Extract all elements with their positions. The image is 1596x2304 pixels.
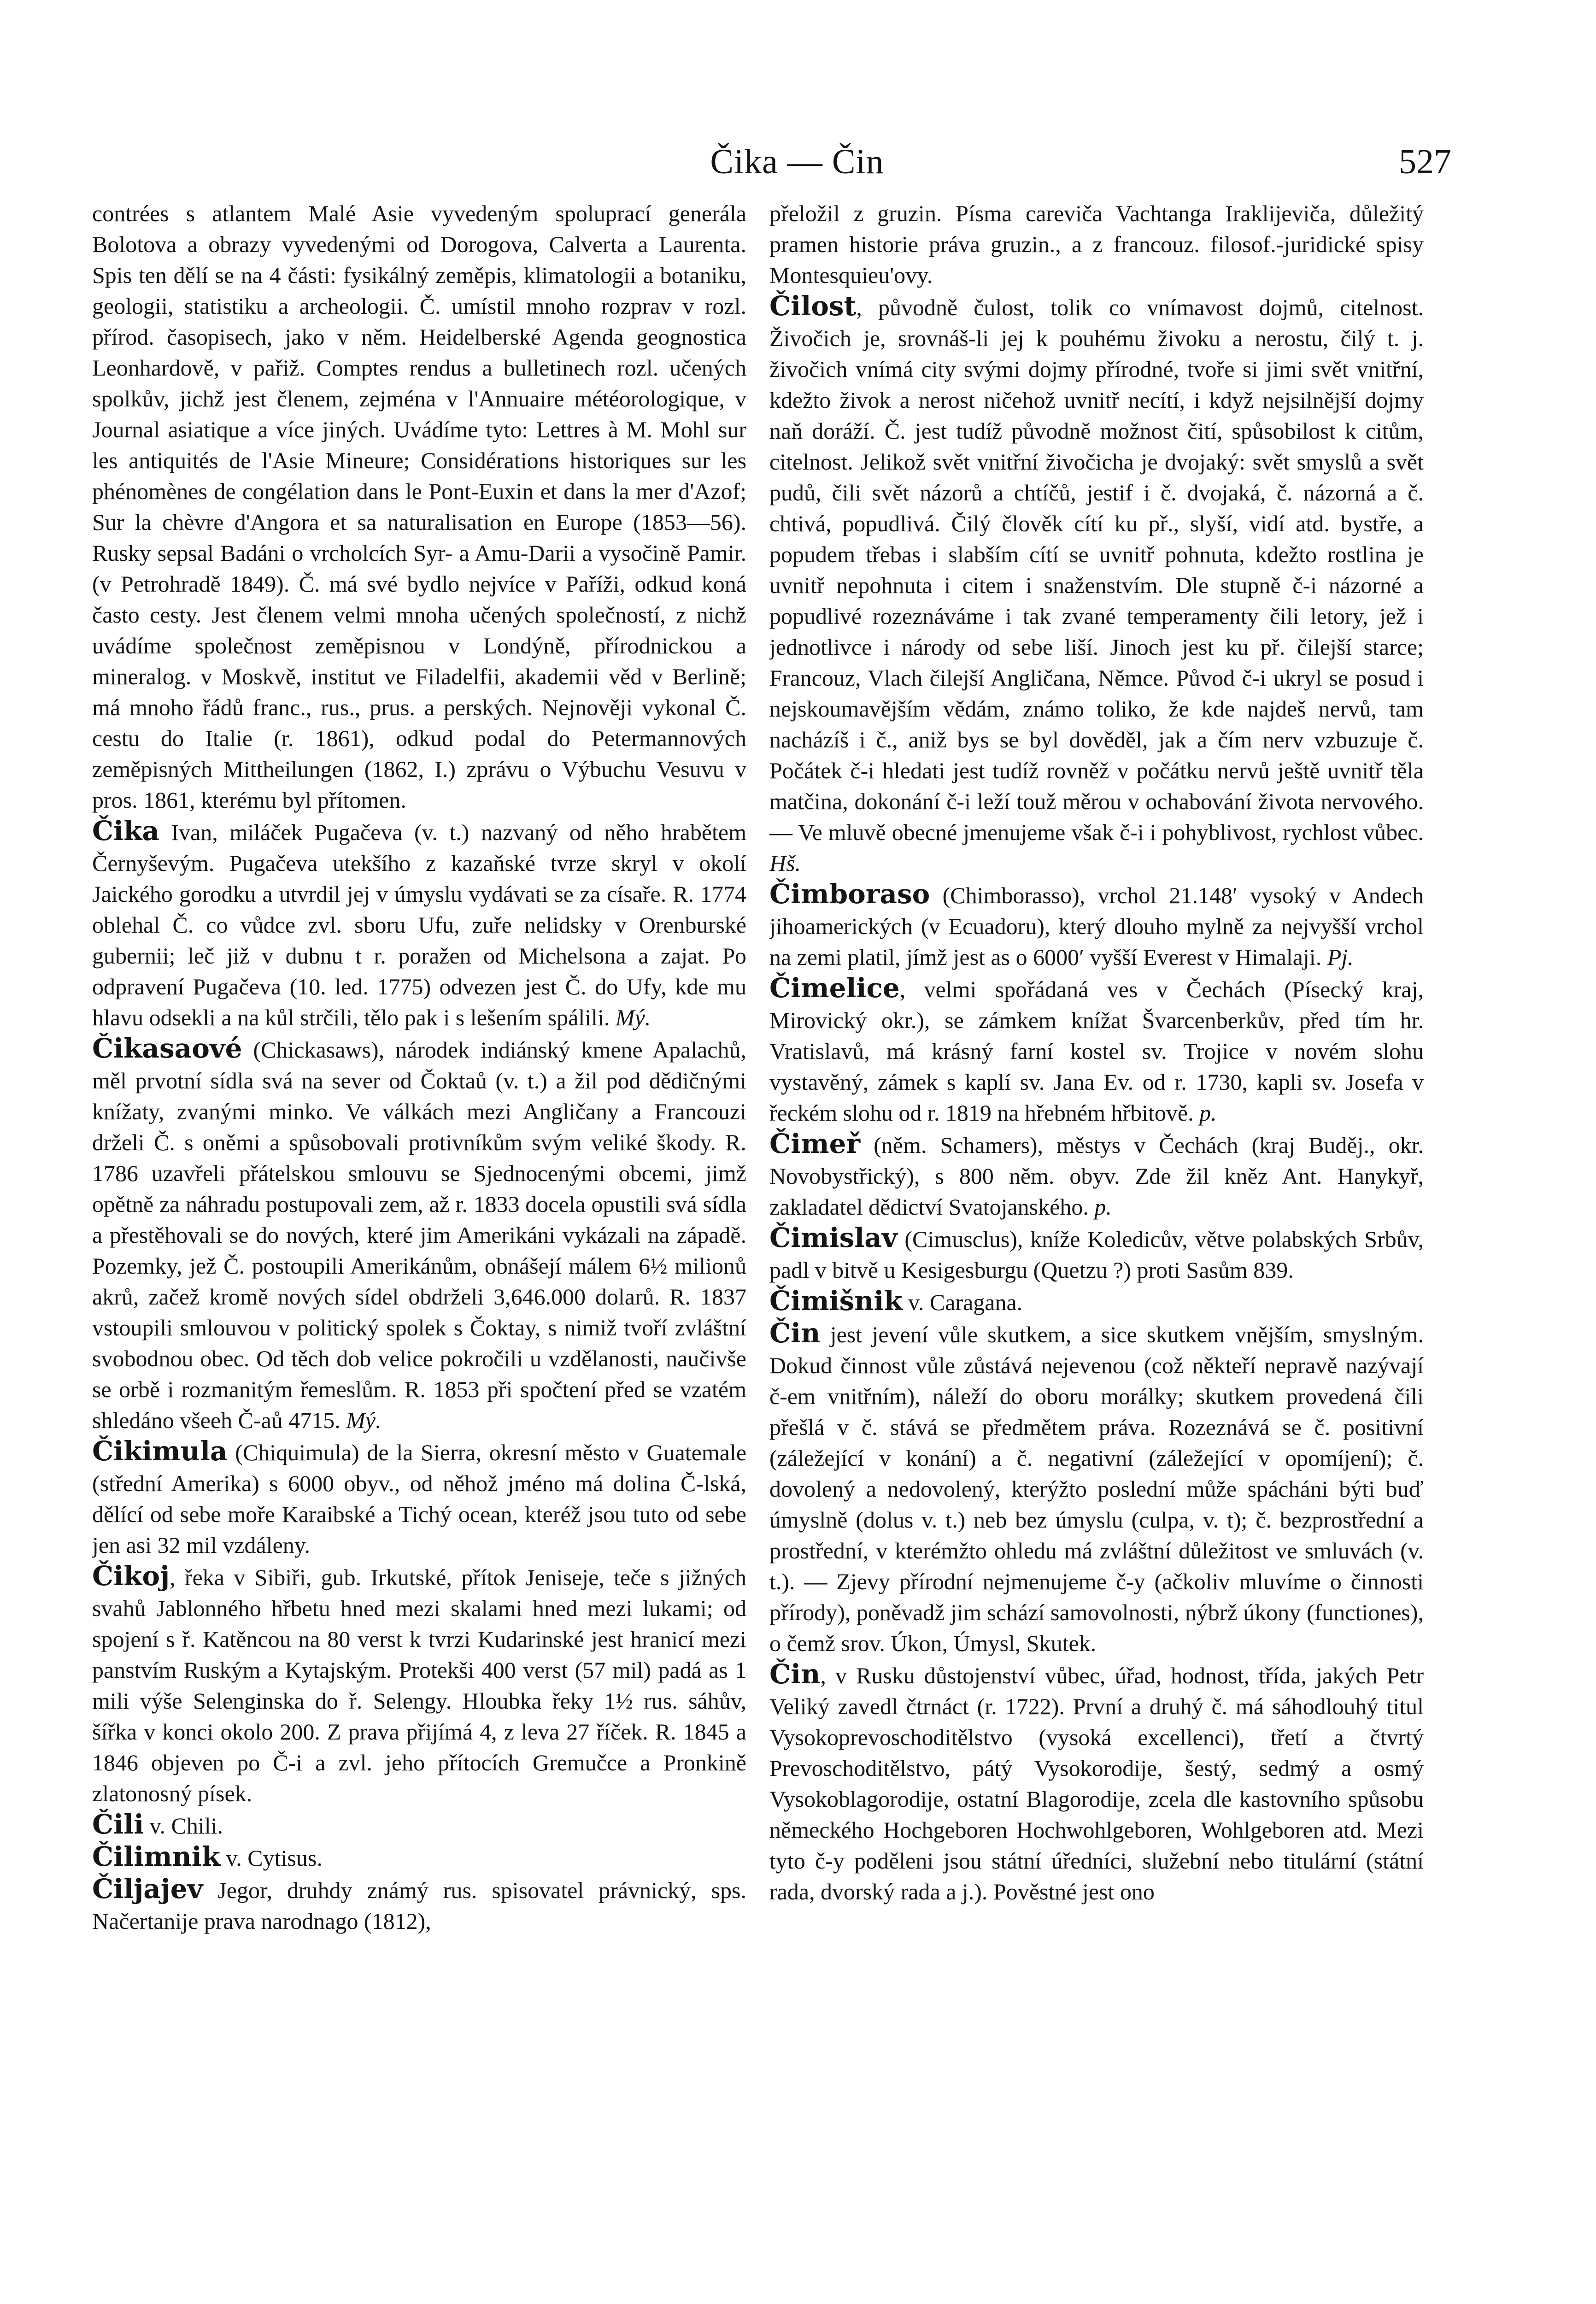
page-header — [0, 136, 1596, 187]
entry-body: přeložil z gruzin. Písma careviča Vachtanga Iraklijeviča, důležitý pramen historie práva gruzin., a z francouz. filosof.-juridické spisy Montesquieu'ovy. — [769, 200, 1424, 288]
entry-body: v. Chili. — [149, 1813, 223, 1839]
author-signature: p. — [1199, 1100, 1217, 1126]
author-signature: Mý. — [346, 1407, 381, 1433]
entry-cikimula — [92, 1436, 746, 1561]
entry-body: v. Cytisus. — [226, 1845, 323, 1871]
entry-headword: Čin — [769, 1317, 821, 1349]
right-column — [769, 198, 1424, 2304]
running-head: Čika — Čin — [710, 142, 884, 181]
entry-ciljajev — [92, 1874, 746, 1937]
entry-body: (Chiquimula) de la Sierra, okresní město v Guatemale (střední Amerika) s 6000 obyv., od něhož jméno má dolina Č-lská, dělící od sebe moře Karaibské a Tichý ocean, kteréž jsou tuto od sebe jen asi 32 mil vzdáleny. — [92, 1440, 746, 1558]
entry-body: v. Caragana. — [908, 1289, 1023, 1315]
entry-headword: Čikimula — [92, 1435, 228, 1467]
author-signature: p. — [1094, 1194, 1112, 1220]
entry-headword: Čin — [769, 1658, 821, 1690]
entry-cin-2 — [769, 1659, 1424, 1907]
entry-cilost — [769, 291, 1424, 879]
entry-body: Jegor, druhdy známý rus. spisovatel právnický, sps. Načertanije prava narodnago (1812), — [92, 1877, 746, 1934]
entry-headword: Čimeř — [769, 1128, 861, 1159]
author-signature: Pj. — [1327, 944, 1354, 970]
entry-body: , v Rusku důstojenství vůbec, úřad, hodnost, třída, jakých Petr Veliký zavedl čtrnáct (r. 1722). První a druhý č. má sáhodlouhý titul Vysokoprevoschoditělstvo (vysoká excellenci), třetí a čtvrtý Prevoschoditělstvo, pátý Vysokorodije, šestý, sedmý a osmý Vysokoblagorodije, ostatní Blagorodije, zcela dle kastovního spůsobu německého Hochgeboren Hochwohlgeboren, Wohlgeboren atd. Mezi tyto č-y poděleni jsou státní úředníci, služební nebo titulární (státní rada, dvorský rada a j.). Pověstné jest ono — [769, 1663, 1424, 1904]
entry-cimisnik — [769, 1286, 1424, 1318]
author-signature: Mý. — [615, 1005, 651, 1030]
entry-headword: Čimišnik — [769, 1285, 903, 1317]
entry-continuation — [769, 198, 1424, 291]
entry-cin-1 — [769, 1318, 1424, 1659]
entry-body: jest jevení vůle skutkem, a sice skutkem vnějším, smyslným. Dokud činnost vůle zůstává nejevenou (což někteří nepravě nazývají č-em vnitřním), náleží do oboru morálky; skutkem provedená čili přešlá v č. stává se předmětem práva. Rozeznává se č. positivní (záležející v konání) a č. negativní (záležející v opomíjení); č. dovolený a nedovolený, kterýžto poslední může spácháni býti buď úmyslně (dolus v. t.) neb bez úmyslu (culpa, v. t); č. bezprostřední a prostřední, v kterémžto ohledu má zvláštní důležitost ve smluvách (v. t.). — Zjevy přírodní nejmenujeme č-y (ačkoliv mluvíme o činnosti přírody), poněvadž jim schází samovolnosti, nýbrž úkony (functiones), o čemž srov. Úkon, Úmysl, Skutek. — [769, 1322, 1424, 1656]
entry-headword: Čimislav — [769, 1222, 898, 1253]
entry-body: (Chickasaws), národek indiánský kmene Apalachů, měl prvotní sídla svá na sever od Čoktaů (v. t.) a žil pod dědičnými knížaty, zvanými minko. Ve válkách mezi Angličany a Francouzi drželi Č. s oněmi a spůsobovali protivníkům svým veliké škody. R. 1786 uzavřeli přátelskou smlouvu se Sjednocenými obcemi, jimž opětně za náhradu postupovali zem, až r. 1833 docela opustili svá sídla a přestěhovali se do nových, které jim Amerikáni vykázali na západě. Pozemky, jež Č. postoupili Amerikánům, obnášejí málem 6½ milionů akrů, začež kromě nových sídel obdrželi 3,646.000 dolarů. R. 1837 vstoupili smlouvou v politický spolek s Čoktay, s nimiž tvoří zvláštní svobodnou obec. Od těch dob velice pokročili u vzdělanosti, naučivše se orbě i rozmanitým řemeslům. R. 1853 při spočtení před se vzatém shledáno všeeh Č-aů 4715. — [92, 1037, 746, 1433]
entry-headword: Čiljajev — [92, 1873, 203, 1904]
entry-headword: Čimboraso — [769, 878, 930, 910]
entry-cimislav — [769, 1223, 1424, 1286]
entry-cili — [92, 1809, 746, 1841]
entry-body: (Cimusclus), kníže Koledicův, větve polabských Srbův, padl v bitvě u Kesigesburgu (Quetzu ?) proti Sasům 839. — [769, 1226, 1424, 1283]
author-signature: Hš. — [769, 850, 801, 876]
entry-cika — [92, 816, 746, 1033]
entry-cikoj — [92, 1561, 746, 1809]
entry-headword: Čimelice — [769, 972, 900, 1004]
entry-body: , řeka v Sibiři, gub. Irkutské, přítok Jeniseje, teče s jižných svahů Jablonného hřbetu hned mezi skalami hned mezi lukami; od spojení s ř. Katěncou na 80 verst k tvrzi Kudarinské jest hranicí mezi panstvím Ruským a Kytajským. Protekši 400 verst (57 mil) padá as 1 mili výše Selenginska do ř. Selengy. Hloubka řeky 1½ rus. sáhův, šířka v konci okolo 200. Z prava přijímá 4, z leva 27 říček. R. 1845 a 1846 objeven po Č-i a zvl. jeho přítocích Gremučce a Pronkině zlatonosný písek. — [92, 1564, 746, 1806]
entry-cikasaove — [92, 1033, 746, 1436]
entry-cimelice — [769, 973, 1424, 1128]
entry-body: (něm. Schamers), městys v Čechách (kraj Buděj., okr. Novobystřický), s 800 něm. obyv. Zde žil kněz Ant. Hanykyř, zakladatel dědictví Svatojanského. — [769, 1132, 1424, 1220]
entry-headword: Čili — [92, 1809, 144, 1840]
entry-headword: Čilimnik — [92, 1841, 221, 1872]
entry-headword: Čikasaové — [92, 1033, 242, 1064]
entry-cilimnik — [92, 1841, 746, 1874]
left-column — [92, 198, 746, 2304]
entry-cimboraso — [769, 879, 1424, 973]
entry-headword: Čikoj — [92, 1560, 170, 1592]
entry-headword: Čilost — [769, 290, 857, 322]
entry-cimer — [769, 1128, 1424, 1223]
page-number: 527 — [1399, 142, 1451, 181]
entry-body: Ivan, miláček Pugačeva (v. t.) nazvaný od něho hrabětem Černyševým. Pugačeva utekšího z kazaňské tvrze skryl v okolí Jaického gorodku a utvrdil jej v úmyslu vydávati se za císaře. R. 1774 oblehal Č. co vůdce zvl. sboru Ufu, zuře nelidsky v Orenburské gubernii; leč již v dubnu t r. poražen od Michelsona a zajat. Po odpravení Pugačeva (10. led. 1775) odvezen jest Č. do Ufy, kde mu hlavu odsekli a na kůl strčili, tělo pak i s lešením spálili. — [92, 819, 746, 1030]
entry-body: (Chimborasso), vrchol 21.148′ vysoký v Andech jihoamerických (v Ecuadoru), který dlouho mylně za nejvyšší vrchol na zemi platil, jímž jest as o 6000′ vyšší Everest v Himalaji. — [769, 882, 1424, 970]
entry-body: , původně čulost, tolik co vnímavost dojmů, citelnost. Živočich je, srovnáš-li jej k pouhému živoku a nerostu, čilý t. j. živočich vnímá city svými dojmy přírodné, tvoře si jimi svět vnitřní, kdežto živok a nerost ničehož uvnitř necítí, i když nejsilnější dojmy naň doráží. Č. jest tudíž původně možnost čití, spůsobilost k citům, citelnost. Jelikož svět vnitřní živočicha je dvojaký: svět smyslů a svět pudů, čili svět názorů a chtíčů, jestif i č. dvojaká, č. názorná a č. chtivá, popudlivá. Čilý člověk cítí ku př., slyší, vidí atd. bystře, a popudem třebas i slabším cítí se uvnitř pohnuta, kdežto rostlina je uvnitř nepohnuta i citem i snaženstvím. Dle stupně č-i názorné a popudlivé rozeznáváme i tak zvané temperamenty čili letory, jež i jednotlivce i národy od sebe liší. Jinoch jest ku př. čilejší starce; Francouz, Vlach čilejší Angličana, Němce. Původ č-i ukryl se posud i nejskoumavějším vědám, známo toliko, že kde najdeš nervů, tam nacházíš i č., aniž bys se byl dověděl, jak a čím nerv vzbuzuje č. Počátek č-i hledati jest tudíž rovněž v počátku nervů ještě uvnitř těla matčina, dokonání č-i leží touž měrou v ochabování života nervového. — Ve mluvě obecné jmenujeme však č-i i pohyblivost, rychlost vůbec. — [769, 294, 1424, 845]
entry-body: contrées s atlantem Malé Asie vyvedeným spoluprací generála Bolotova a obrazy vyvedenými od Dorogova, Calverta a Laurenta. Spis ten dělí se na 4 části: fysikálný zeměpis, klimatologii a botaniku, geologii, statistiku a archeologii. Č. umístil mnoho rozprav v rozl. přírod. časopisech, jako v něm. Heidelberské Agenda geognostica Leonhardově, v pařiž. Comptes rendus a bulletinech rozl. učených spolkův, jichž jest členem, zejména v l'Annuaire météorologique, v Journal asiatique a více jiných. Uvádíme tyto: Lettres à M. Mohl sur les antiquités de l'Asie Mineure; Considérations historiques sur les phénomènes de congélation dans le Pont-Euxin et dans la mer d'Azof; Sur la chèvre d'Angora et sa naturalisation en Europe (1853—56). Rusky sepsal Badáni o vrcholcích Syr- a Amu-Darii a vysočině Pamir. (v Petrohradě 1849). Č. má své bydlo nejvíce v Paříži, odkud koná často cesty. Jest členem velmi mnoha učených společností, z nichž uvádíme společnost zeměpisnou v Londýně, přírodnickou a mineralog. v Moskvě, institut ve Filadelfii, akademii věd v Berlině; má mnoho řádů franc., rus., prus. a perských. Nejnověji vykonal Č. cestu do Italie (r. 1861), odkud podal do Petermannových zeměpisných Mittheilungen (1862, I.) zprávu o Výbuchu Vesuvu v pros. 1861, kterému byl přítomen. — [92, 200, 746, 813]
entry-headword: Čika — [92, 815, 159, 846]
entry-body: , velmi spořádaná ves v Čechách (Písecký kraj, Mirovický okr.), se zámkem knížat Švarcenberkův, před tím hr. Vratislavů, má krásný farní kostel sv. Trojice v novém slohu vystavěný, zámek s kaplí sv. Jana Ev. od r. 1730, kapli sv. Josefa v řeckém slohu od r. 1819 na hřebném hřbitově. — [769, 976, 1424, 1126]
entry-continuation — [92, 198, 746, 816]
